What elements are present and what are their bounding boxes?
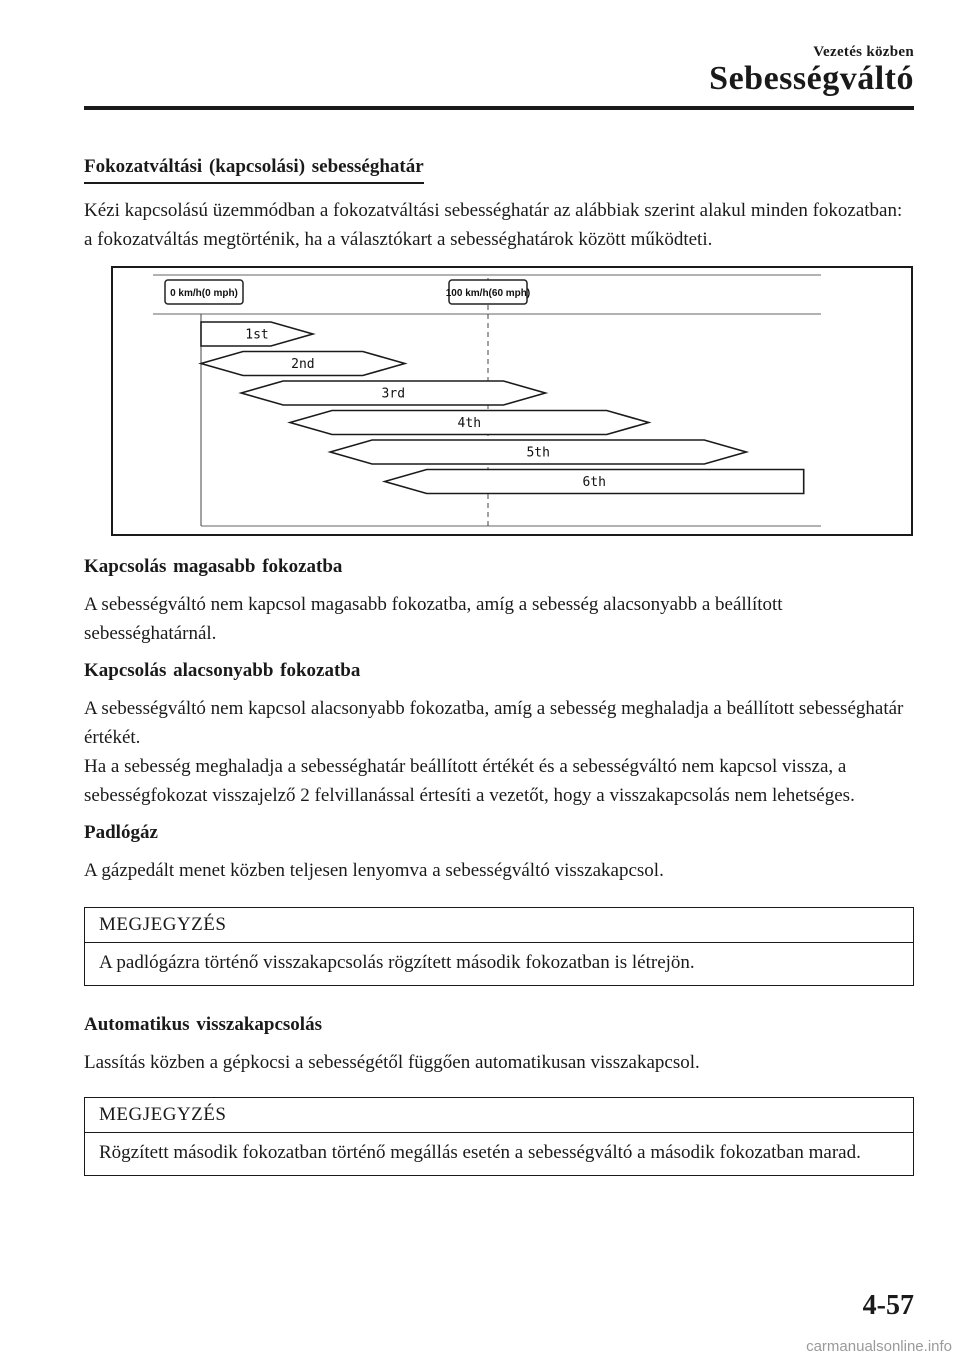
gear-label-5th: 5th bbox=[526, 445, 550, 461]
paragraph-kickdown: A gázpedált menet közben teljesen lenyomva a sebességváltó visszakapcsol. bbox=[84, 860, 664, 881]
page-number: 4-57 bbox=[862, 1290, 914, 1321]
header-rule bbox=[84, 106, 914, 110]
gear-speed-diagram-svg bbox=[113, 268, 911, 534]
running-header-section: Vezetés közben bbox=[813, 44, 914, 60]
section-title-shift-limit: Fokozatváltási (kapcsolási) sebességhatár bbox=[84, 156, 424, 184]
note-box-kickdown bbox=[84, 907, 914, 986]
note-box-auto-downshift bbox=[84, 1097, 914, 1176]
section-title-upshift: Kapcsolás magasabb fokozatba bbox=[84, 556, 343, 577]
gear-speed-diagram bbox=[111, 266, 913, 536]
page-content bbox=[84, 156, 914, 1204]
gear-label-2nd: 2nd bbox=[291, 357, 315, 372]
gear-label-3rd: 3rd bbox=[381, 386, 406, 402]
section-title-kickdown: Padlógáz bbox=[84, 822, 158, 843]
note-heading: MEGJEGYZÉS bbox=[85, 908, 913, 943]
note-heading: MEGJEGYZÉS bbox=[85, 1098, 913, 1133]
section-title-downshift: Kapcsolás alacsonyabb fokozatba bbox=[84, 660, 361, 681]
watermark: carmanualsonline.info bbox=[806, 1338, 952, 1355]
running-header-title: Sebességváltó bbox=[709, 60, 914, 97]
paragraph-auto-downshift: Lassítás közben a gépkocsi a sebességétől függően automatikusan visszakapcsol. bbox=[84, 1052, 700, 1073]
note-body: Rögzített második fokozatban történő megállás esetén a sebességváltó a második fokozatban marad. bbox=[99, 1142, 861, 1163]
paragraph-shift-limit: Kézi kapcsolású üzemmódban a fokozatváltási sebességhatár az alábbiak szerint alakul minden fokozatban: a fokozatváltás megtörténik, ha a választókart a sebességhatárok között működteti. bbox=[84, 200, 903, 250]
gear-label-4th: 4th bbox=[457, 416, 482, 431]
note-body: A padlógázra történő visszakapcsolás rögzített második fokozatban is létrejön. bbox=[99, 952, 695, 973]
paragraph-downshift-2: Ha a sebesség meghaladja a sebességhatár beállított értékét és a sebességváltó nem kapcsol vissza, a sebességfokozat visszajelző 2 felvillanással értesíti a vezetőt, hogy a visszakapcsolás nem lehetséges. bbox=[84, 756, 855, 806]
speed-label-100: 100 km/h(60 mph) bbox=[445, 288, 531, 299]
gear-label-1st: 1st bbox=[245, 327, 269, 343]
speed-label-0: 0 km/h(0 mph) bbox=[170, 288, 238, 299]
gear-label-6th: 6th bbox=[582, 475, 606, 490]
paragraph-upshift: A sebességváltó nem kapcsol magasabb fokozatba, amíg a sebesség alacsonyabb a beállított sebességhatárnál. bbox=[84, 594, 783, 644]
section-title-auto-downshift: Automatikus visszakapcsolás bbox=[84, 1014, 322, 1035]
paragraph-downshift-1: A sebességváltó nem kapcsol alacsonyabb fokozatba, amíg a sebesség meghaladja a beállított sebességhatár értékét. bbox=[84, 698, 904, 748]
